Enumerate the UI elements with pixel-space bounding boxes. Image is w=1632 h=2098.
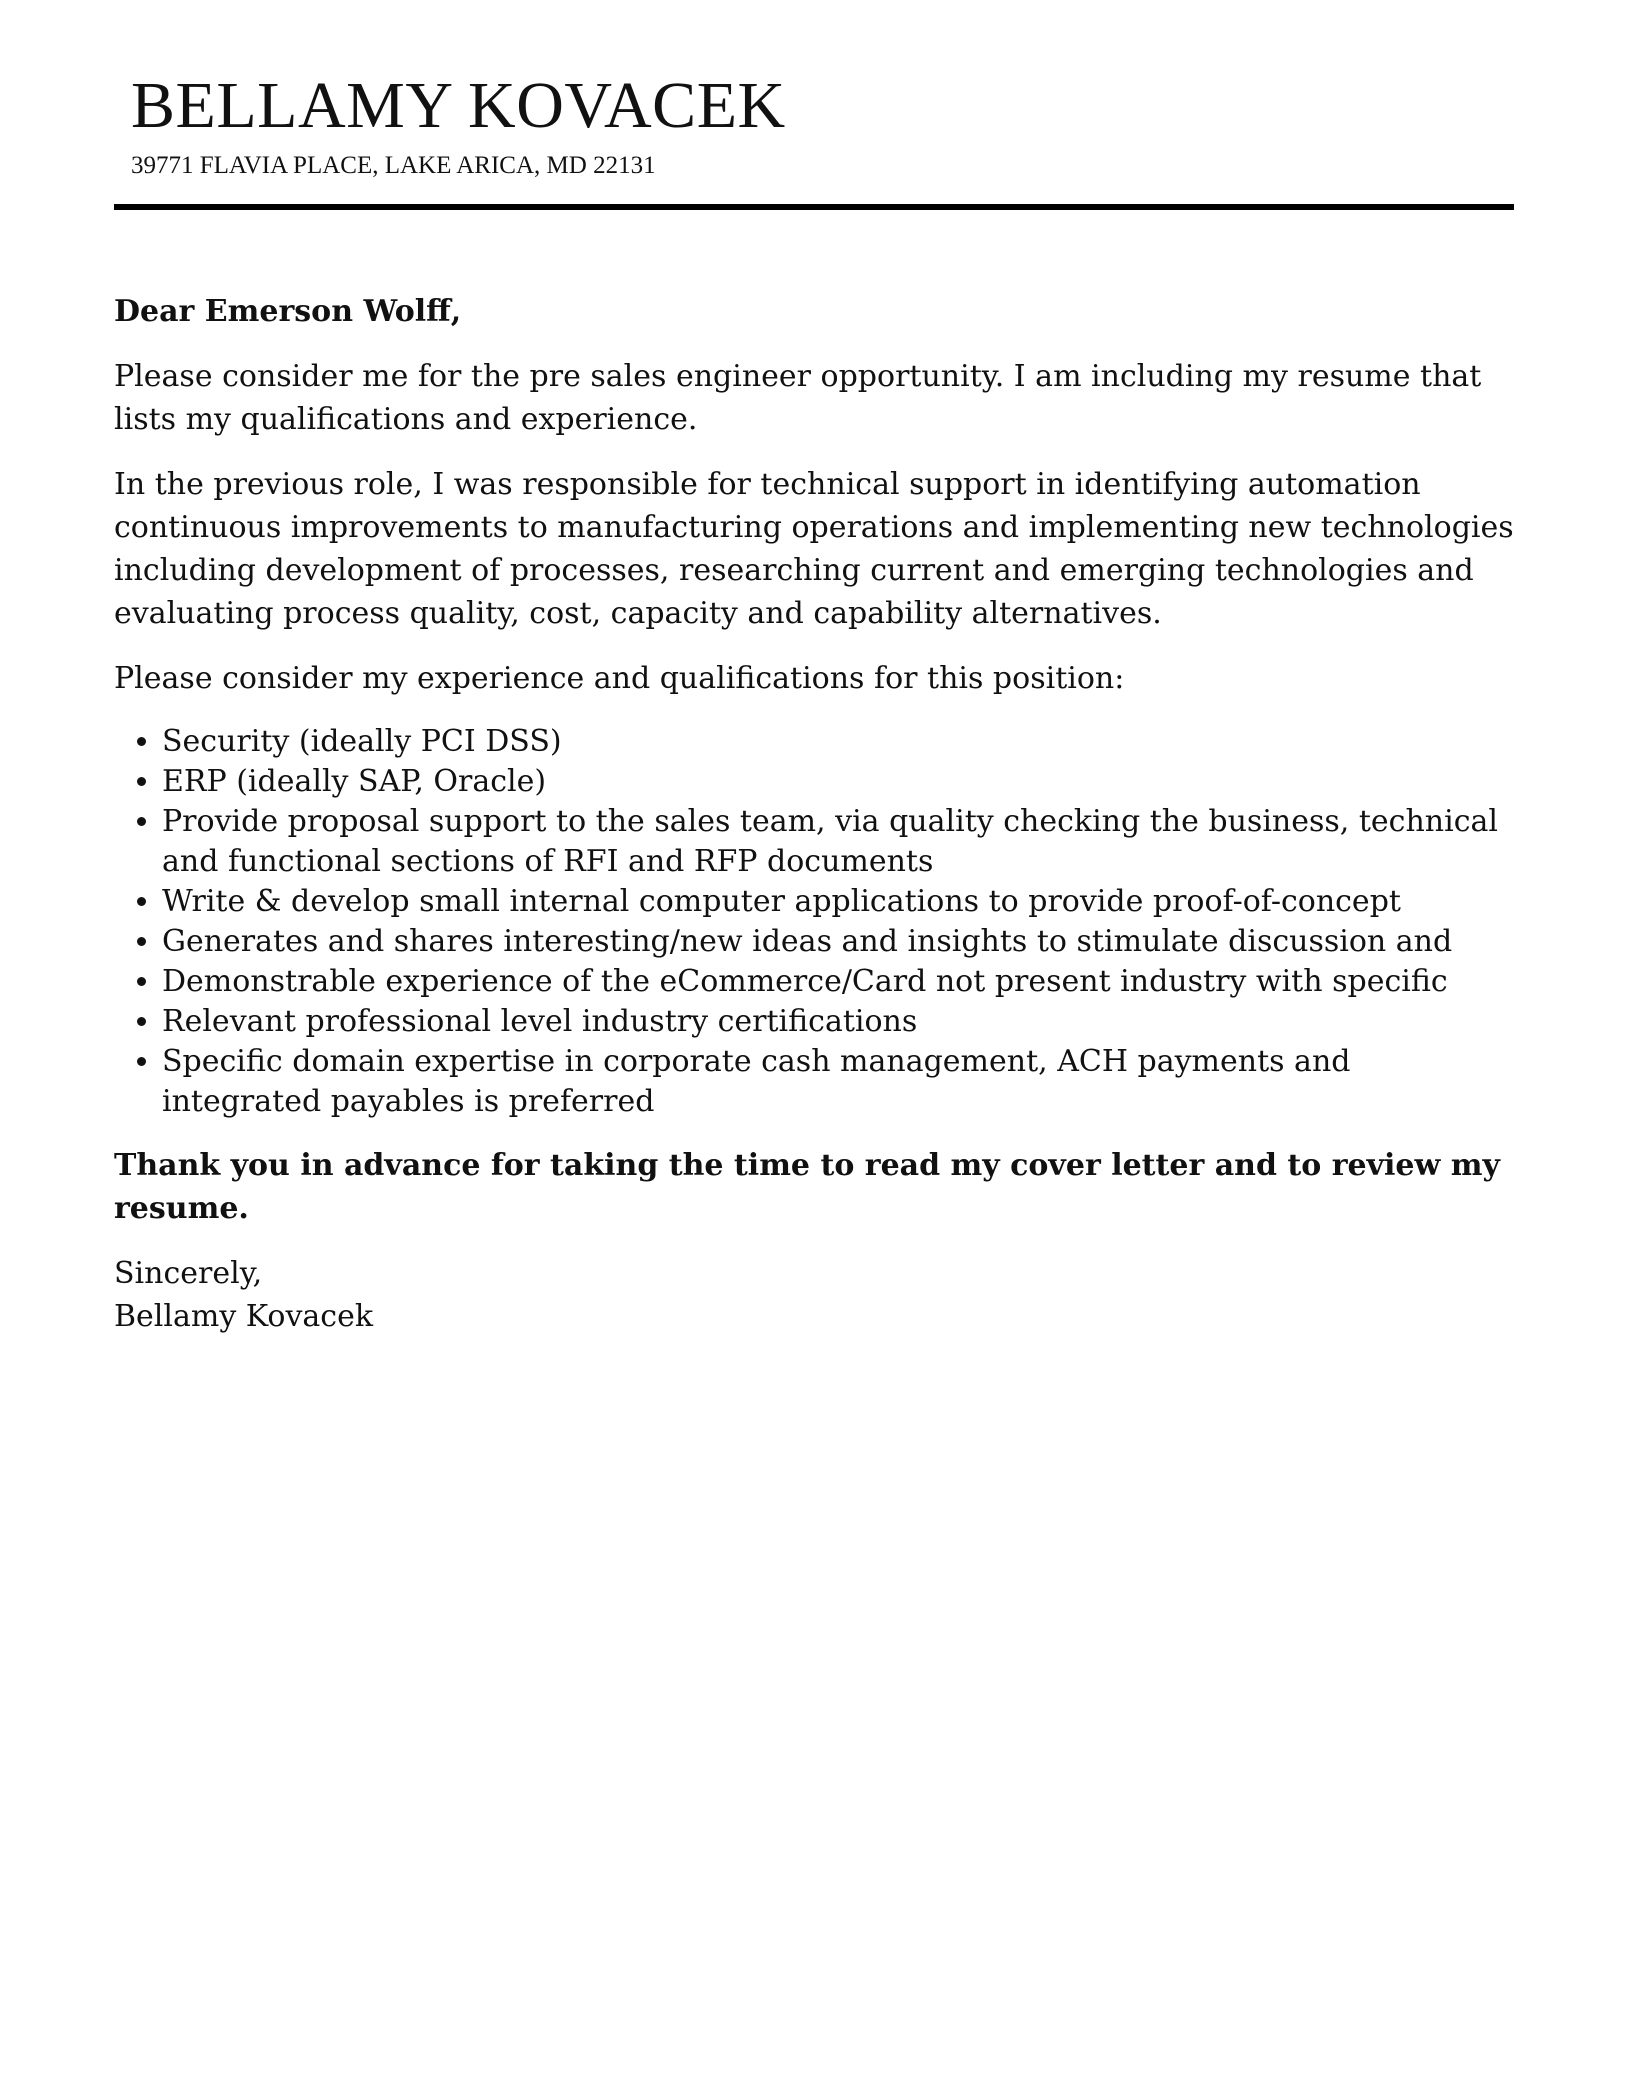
list-item: • Provide proposal support to the sales team, via quality checking the business, technical and functional sections of RFI and RFP documents [162,802,1514,882]
experience-paragraph: In the previous role, I was responsible for technical support in identifying automation continuous improvements to manufacturing operations and implementing new technologies including development of processes, researching current and emerging technologies and evaluating process quality, cost, capacity and capability alternatives. [114,467,1514,631]
letter-body [114,290,1514,1338]
applicant-name: BELLAMY KOVACEK [131,69,786,142]
header-divider [114,204,1514,210]
signature-name: Bellamy Kovacek [114,1299,374,1334]
applicant-address: 39771 FLAVIA PLACE, LAKE ARICA, MD 22131 [131,152,656,179]
qualifications-intro: Please consider my experience and qualifications for this position: [114,661,1125,696]
list-item: • Security (ideally PCI DSS) [162,722,1514,762]
qualifications-list [114,722,1514,1122]
list-item: • Demonstrable experience of the eCommerce/Card not present industry with specific [162,962,1514,1002]
letter-header [131,68,1511,181]
list-item: • Relevant professional level industry certifications [162,1002,1514,1042]
list-item: • Specific domain expertise in corporate cash management, ACH payments and integrated payables is preferred [162,1042,1514,1122]
intro-paragraph: Please consider me for the pre sales engineer opportunity. I am including my resume that lists my qualifications and experience. [114,359,1482,437]
signoff: Sincerely, [114,1256,263,1291]
closing-statement: Thank you in advance for taking the time to read my cover letter and to review my resume. [114,1148,1500,1226]
list-item: • ERP (ideally SAP, Oracle) [162,762,1514,802]
list-item: • Write & develop small internal computer applications to provide proof-of-concept [162,882,1514,922]
list-item: • Generates and shares interesting/new ideas and insights to stimulate discussion and [162,922,1514,962]
salutation: Dear Emerson Wolff, [114,294,462,329]
